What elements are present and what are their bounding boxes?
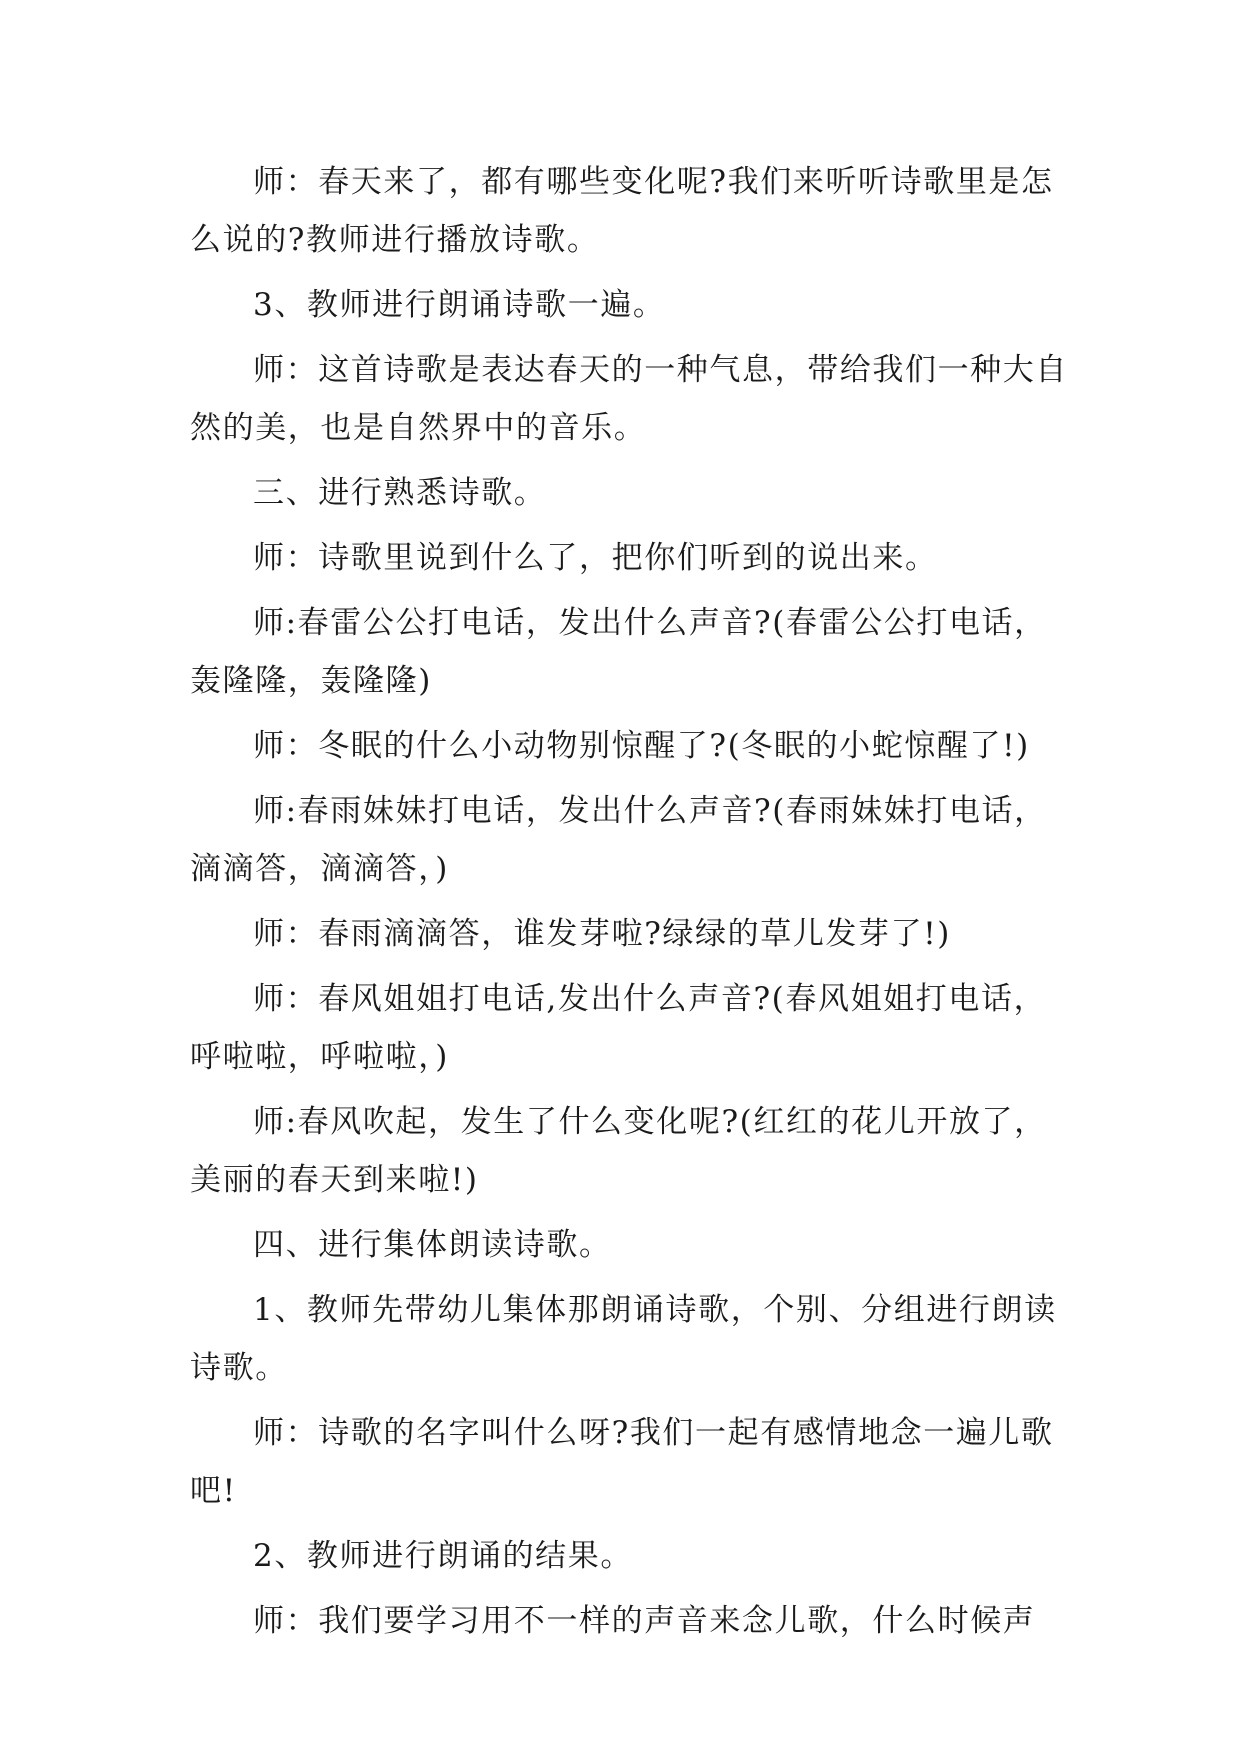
document-body: [190, 153, 1070, 1657]
paragraph: 师：诗歌里说到什么了，把你们听到的说出来。: [253, 540, 938, 576]
paragraph: 三、进行熟悉诗歌。: [253, 475, 547, 511]
paragraph: 2、教师进行朗诵的结果。: [253, 1538, 633, 1574]
paragraph: 师：冬眠的什么小动物别惊醒了?(冬眠的小蛇惊醒了!): [253, 728, 1030, 764]
paragraph: 师：我们要学习用不一样的声音来念儿歌，什么时候声: [253, 1603, 1036, 1639]
paragraph: 师:春雨妹妹打电话，发出什么声音?(春雨妹妹打电话，滴滴答，滴滴答，): [190, 793, 1047, 887]
paragraph: 1、教师先带幼儿集体那朗诵诗歌，个别、分组进行朗读诗歌。: [190, 1292, 1057, 1386]
paragraph: 师:春风吹起，发生了什么变化呢?(红红的花儿开放了，美丽的春天到来啦!): [190, 1104, 1047, 1198]
paragraph: 四、进行集体朗读诗歌。: [253, 1227, 612, 1263]
paragraph: 师：春天来了，都有哪些变化呢?我们来听听诗歌里是怎么说的?教师进行播放诗歌。: [190, 164, 1054, 258]
paragraph: 师：诗歌的名字叫什么呀?我们一起有感情地念一遍儿歌吧!: [190, 1415, 1054, 1509]
paragraph: 师:春雷公公打电话，发出什么声音?(春雷公公打电话，轰隆隆，轰隆隆): [190, 605, 1047, 699]
paragraph: 3、教师进行朗诵诗歌一遍。: [253, 287, 666, 323]
paragraph: 师：春雨滴滴答，谁发芽啦?绿绿的草儿发芽了!): [253, 916, 951, 952]
paragraph: 师：这首诗歌是表达春天的一种气息，带给我们一种大自然的美，也是自然界中的音乐。: [190, 352, 1068, 446]
paragraph: 师：春风姐姐打电话,发出什么声音?(春风姐姐打电话，呼啦啦，呼啦啦，): [190, 981, 1047, 1075]
